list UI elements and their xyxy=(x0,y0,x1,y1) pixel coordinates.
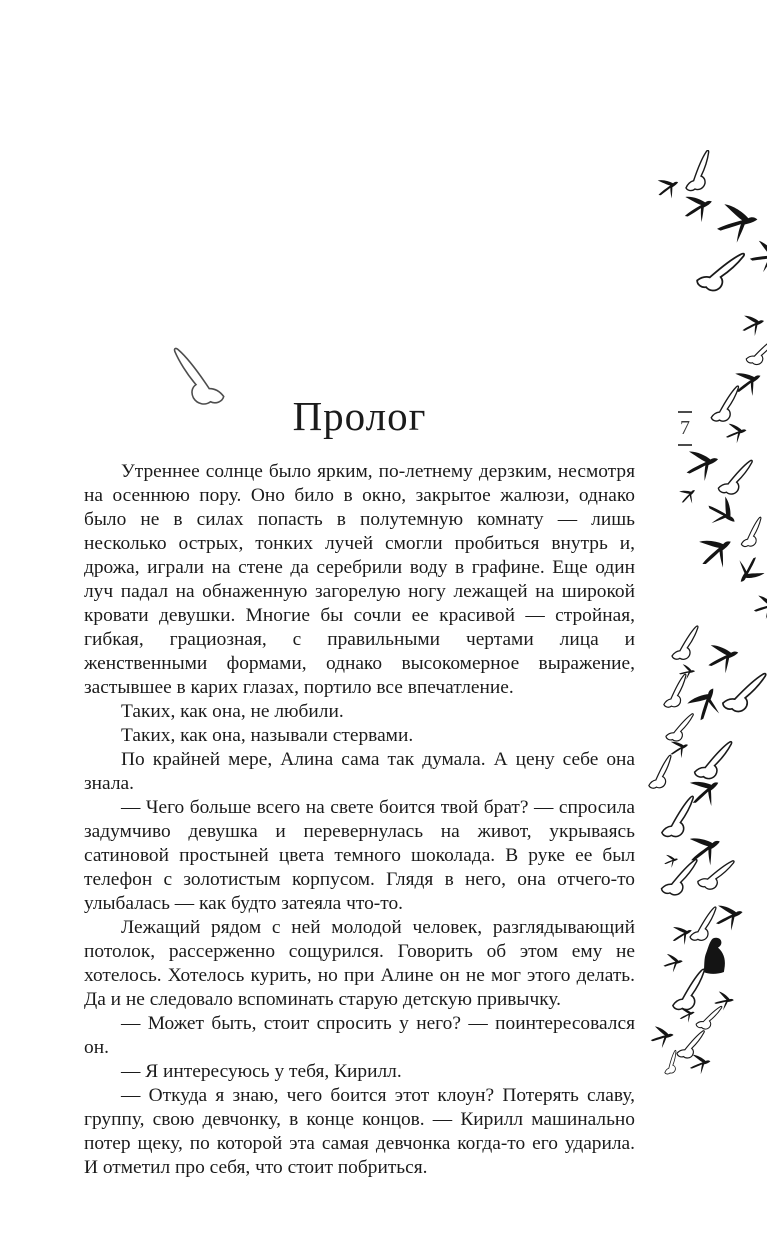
paragraph: — Я интересуюсь у тебя, Кирилл. xyxy=(121,1061,402,1082)
bird-outline-icon xyxy=(677,1029,705,1060)
bird-silhouette-icon xyxy=(662,852,680,869)
bird-silhouette-icon xyxy=(652,172,684,203)
paragraph: Лежащий рядом с ней молодой человек, разглядывающий потолок, рассерженно сощурился. Говорить об этом ему не хотелось. Хотелось курить, но при Алине он не мог этого делать. Да и не следовало вспоминать старую детскую привычку. xyxy=(84,917,635,1010)
bird-outline-icon xyxy=(746,335,767,368)
chapter-text xyxy=(84,460,635,1180)
bird-silhouette-icon xyxy=(751,592,767,620)
paragraph: — Может быть, стоит спросить у него? — поинтересовался он. xyxy=(84,1013,635,1058)
bird-outline-icon xyxy=(644,755,676,789)
bird-outline-icon xyxy=(678,150,717,192)
bird-silhouette-icon xyxy=(701,492,743,534)
bird-silhouette-icon xyxy=(675,483,700,508)
chapter-title: Пролог xyxy=(292,393,427,439)
bird-outline-icon xyxy=(696,1003,722,1032)
bird-outline-icon xyxy=(666,712,694,743)
bird-outline-icon xyxy=(659,796,697,838)
bird-silhouette-icon xyxy=(648,1023,675,1049)
bird-flock-decoration xyxy=(640,150,767,1080)
paragraph: — Откуда я знаю, чего боится этот клоун? Потерять славу, группу, свою девчонку, в конце концов. — Кирилл машинально потер щеку, по которой эта самая девчонка когда-то его ударила. И отметил про себя, что стоит побриться. xyxy=(84,1085,635,1178)
bird-silhouette-icon xyxy=(678,188,718,228)
bird-silhouette-icon xyxy=(730,550,767,590)
bird-silhouette-icon xyxy=(750,241,767,272)
paragraph: Таких, как она, не любили. xyxy=(121,701,344,722)
bird-silhouette-icon xyxy=(738,310,767,339)
bird-silhouette-icon xyxy=(713,990,734,1011)
bird-silhouette-icon xyxy=(702,637,743,678)
bird-outline-icon xyxy=(722,667,766,715)
bird-outline-icon xyxy=(659,674,691,708)
bird-outline-icon xyxy=(709,386,742,422)
bird-outline-icon xyxy=(696,244,745,296)
paragraph: По крайней мере, Алина сама так думала. А цену себе она знала. xyxy=(84,749,635,794)
bird-silhouette-icon xyxy=(678,663,696,680)
bird-outline-icon xyxy=(718,458,752,496)
bird-outline-icon xyxy=(737,517,765,548)
bird-silhouette-icon xyxy=(662,952,685,974)
paragraph: — Чего больше всего на свете боится твой брат? — спросила задумчиво девушка и перевернулась на живот, укрываясь сатиновой простыней цвета темного шоколада. В руке ее был телефон с золотистым корпусом. Глядя в него, она отчего-то улыбалась — как будто затеяла что-то. xyxy=(84,797,635,914)
perched-bird-icon xyxy=(704,938,725,974)
bird-outline-icon xyxy=(694,739,732,781)
page-number-value: 7 xyxy=(680,417,690,439)
bird-outline-icon xyxy=(697,853,735,893)
bird-outline-icon xyxy=(670,626,701,660)
bird-silhouette-icon xyxy=(680,443,723,486)
bird-silhouette-icon xyxy=(691,527,740,576)
bird-silhouette-icon xyxy=(711,899,748,935)
bird-outline-icon xyxy=(688,907,719,941)
bird-silhouette-icon xyxy=(713,199,761,246)
paragraph: Таких, как она, называли стервами. xyxy=(121,725,414,746)
bird-outline-icon xyxy=(670,969,708,1011)
bird-silhouette-icon xyxy=(723,420,749,446)
paragraph: Утреннее солнце было ярким, по-летнему дерзким, несмотря на осеннюю пору. Оно било в окно, закрытое жалюзи, однако было не в силах попасть в полутемную комнату — лишь несколько острых, тонких лучей смогли пробиться внутрь и, дрожа, играли на стене да серебрили воду в графине. Еще один луч падал на обнаженную загорелую ногу лежащей на широкой кровати девушки. Многие бы сочли ее красивой — стройная, гибкая, грациозная, с правильными чертами лица и женственными формами, однако высокомерное выражение, застывшее в карих глазах, портило все впечатление. xyxy=(84,461,635,698)
